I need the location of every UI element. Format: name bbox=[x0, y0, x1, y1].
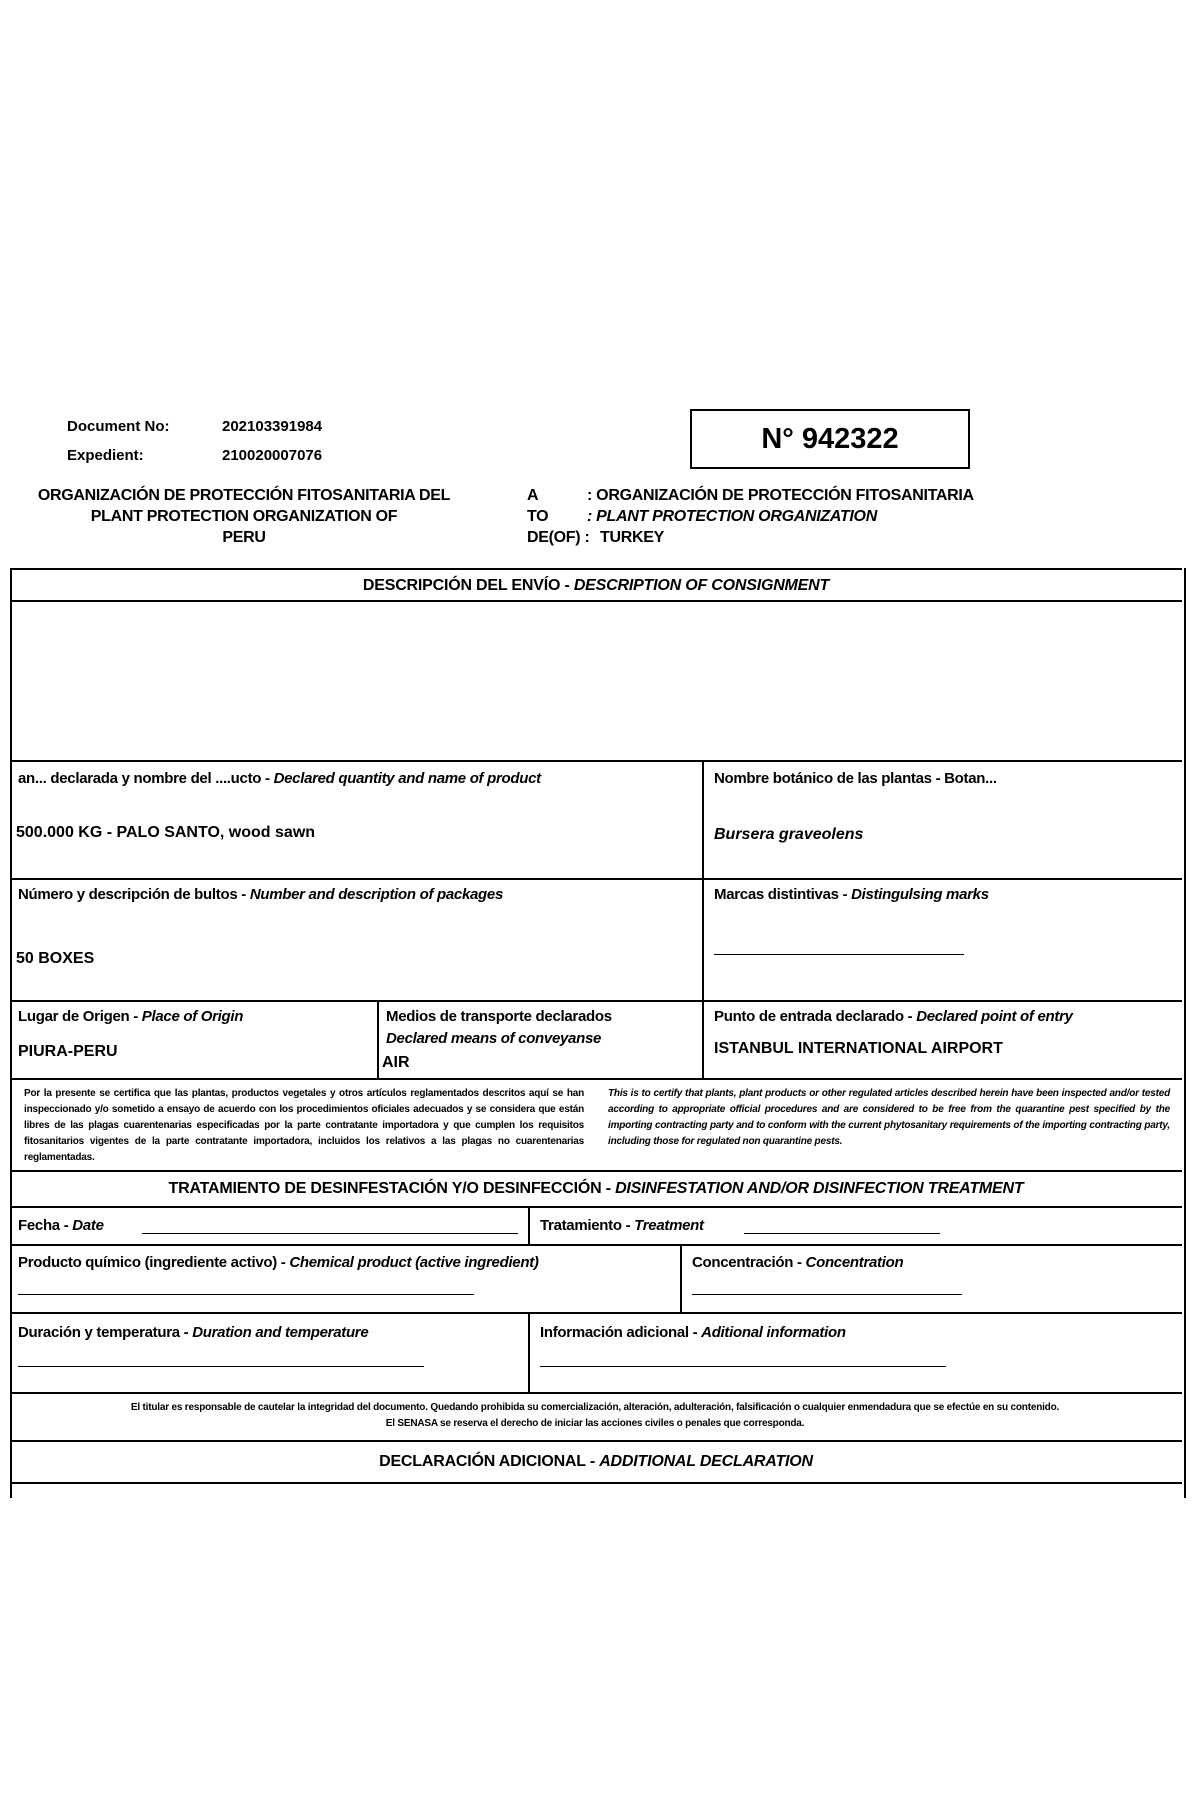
date-blank-line bbox=[142, 1233, 518, 1234]
date-label: Fecha - Date bbox=[18, 1217, 104, 1234]
document-no-label: Document No: bbox=[67, 418, 170, 435]
origin-label: Lugar de Origen - Place of Origin bbox=[18, 1008, 244, 1025]
product-row bbox=[10, 760, 1182, 878]
origin-value: PIURA-PERU bbox=[18, 1043, 118, 1060]
consignment-blurred-area bbox=[10, 600, 1182, 760]
expedient-value: 210020007076 bbox=[222, 447, 323, 464]
to-country: TURKEY bbox=[600, 529, 664, 546]
duration-row bbox=[10, 1312, 1182, 1392]
chemical-blank-line bbox=[18, 1294, 474, 1295]
concentration-blank-line bbox=[692, 1294, 962, 1295]
origin-row bbox=[10, 1000, 1182, 1078]
marks-blank-line bbox=[714, 954, 964, 955]
legal-notice-line-1: El titular es responsable de cautelar la integridad del documento. Quedando prohibida su comercialización, alteración, adulteración, falsificación o cualquier enmendadura que se efectúe en su contenido. bbox=[130, 1402, 1060, 1413]
document-no-value: 202103391984 bbox=[222, 418, 323, 435]
certification-text-es: Por la presente se certifica que las plantas, productos vegetales y otros artículos reglamentados descritos aquí se han inspeccionado y/o sometido a ensayo de acuerdo con los procedimientos oficiales adecuados y se considera que están libres de las plagas cuarentenarias especificadas por la parte contratante importadora y que cumplen los requisitos fitosanitarios vigentes de la parte contratante importadora, incluidos los relativos a las plagas no cuarentenarias reglamentadas. bbox=[24, 1088, 584, 1163]
date-treatment-row bbox=[10, 1206, 1182, 1244]
packages-value: 50 BOXES bbox=[16, 950, 95, 967]
concentration-label: Concentración - Concentration bbox=[692, 1254, 904, 1271]
from-country: PERU bbox=[222, 529, 266, 546]
marks-label: Marcas distintivas - Distingulsing marks bbox=[714, 886, 989, 903]
legal-notice-line-2: El SENASA se reserva el derecho de iniciar las acciones civiles o penales que corresponda. bbox=[385, 1418, 805, 1429]
packages-row bbox=[10, 878, 1182, 1000]
packages-label: Número y descripción de bultos - Number and description of packages bbox=[18, 886, 504, 903]
treatment-title-row bbox=[10, 1170, 1182, 1206]
treatment-title: TRATAMIENTO DE DESINFESTACIÓN Y/O DESINFECCIÓN - DISINFESTATION AND/OR DISINFECTION TREATMENT bbox=[168, 1180, 1024, 1197]
botanical-name-value: Bursera graveolens bbox=[714, 826, 864, 843]
to-label-to: TO bbox=[527, 508, 549, 525]
certification-row bbox=[10, 1078, 1182, 1170]
to-org-es: : ORGANIZACIÓN DE PROTECCIÓN FITOSANITARIA bbox=[587, 487, 974, 504]
quantity-label: an... declarada y nombre del ....ucto - Declared quantity and name of product bbox=[18, 770, 541, 787]
treatment-label: Tratamiento - Treatment bbox=[540, 1217, 704, 1234]
duration-blank-line bbox=[18, 1366, 424, 1367]
expedient-label: Expedient: bbox=[67, 447, 144, 464]
consignment-title-row bbox=[10, 568, 1182, 600]
chemical-product-label: Producto químico (ingrediente activo) - Chemical product (active ingredient) bbox=[18, 1254, 539, 1271]
duration-label: Duración y temperatura - Duration and temperature bbox=[18, 1324, 369, 1341]
entry-point-label: Punto de entrada declarado - Declared point of entry bbox=[714, 1008, 1073, 1025]
from-org-es: ORGANIZACIÓN DE PROTECCIÓN FITOSANITARIA DEL bbox=[37, 487, 451, 504]
transport-value: AIR bbox=[382, 1054, 410, 1071]
from-org-en: PLANT PROTECTION ORGANIZATION OF bbox=[90, 508, 398, 525]
additional-info-label: Información adicional - Aditional information bbox=[540, 1324, 846, 1341]
consignment-title: DESCRIPCIÓN DEL ENVÍO - DESCRIPTION OF CONSIGNMENT bbox=[362, 577, 830, 594]
entry-point-value: ISTANBUL INTERNATIONAL AIRPORT bbox=[714, 1040, 1003, 1057]
legal-notice-row bbox=[10, 1392, 1182, 1440]
additional-declaration-row bbox=[10, 1440, 1182, 1484]
additional-declaration-title: DECLARACIÓN ADICIONAL - ADDITIONAL DECLARATION bbox=[379, 1453, 813, 1470]
transport-label-es: Medios de transporte declarados bbox=[386, 1008, 612, 1025]
to-label-a: A bbox=[527, 487, 539, 504]
botanical-name-label: Nombre botánico de las plantas - Botan... bbox=[714, 770, 997, 787]
certificate-number-box bbox=[690, 409, 970, 469]
treatment-blank-line bbox=[744, 1233, 940, 1234]
certification-text-en: This is to certify that plants, plant products or other regulated articles described herein have been inspected and/or tested according to appropriate official procedures and are considered to be free from the quarantine pest specified by the importing contracting party and to conform with the current phytosanitary requirements of the importing contracting party, including those for regulated non quarantine pests. bbox=[608, 1088, 1170, 1147]
chemical-row bbox=[10, 1244, 1182, 1312]
certificate-number: N° 942322 bbox=[761, 422, 899, 455]
transport-label-en: Declared means of conveyanse bbox=[386, 1030, 602, 1047]
to-org-en: : PLANT PROTECTION ORGANIZATION bbox=[587, 508, 877, 525]
quantity-value: 500.000 KG - PALO SANTO, wood sawn bbox=[16, 824, 316, 841]
additional-info-blank-line bbox=[540, 1366, 946, 1367]
to-label-deof: DE(OF) : bbox=[527, 529, 590, 546]
